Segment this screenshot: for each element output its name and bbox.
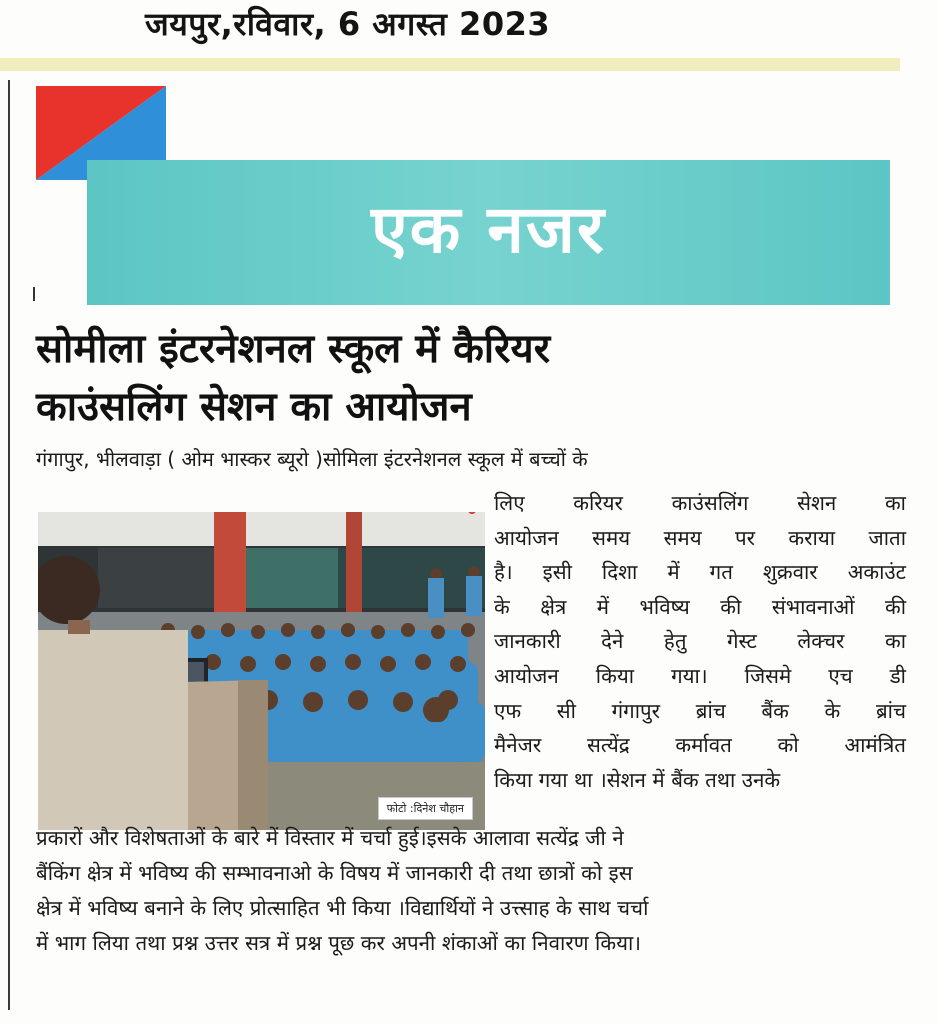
article-photo [38, 512, 485, 830]
body-line: बैंकिंग क्षेत्र में भविष्य की सम्भावनाओ के विषय में जानकारी दी तथा छात्रों को इस [36, 861, 633, 885]
headline [36, 320, 906, 436]
column-line: एफ सी गंगापुर ब्रांच बैंक के ब्रांच [494, 698, 906, 723]
column-tick [33, 287, 35, 301]
column-line: किया गया था ।सेशन में बैंक तथा उनके [494, 767, 781, 792]
body-line: क्षेत्र में भविष्य बनाने के लिए प्रोत्साहित भी किया ।विद्यार्थियों ने उत्त्साह के साथ चर्चा [36, 896, 649, 920]
column-line: मैनेजर सत्येंद्र कर्मावत को आमंत्रित [494, 733, 906, 758]
header-rule [0, 58, 900, 71]
article-intro: गंगापुर, भीलवाड़ा ( ओम भास्कर ब्यूरो )सोमिला इंटरनेशनल स्कूल में बच्चों के [36, 447, 588, 471]
column-line: के क्षेत्र में भविष्य की संभावनाओं की [494, 594, 906, 619]
column-line: आयोजन समय समय पर कराया जाता [494, 525, 906, 550]
dateline: जयपुर,रविवार, 6 अगस्त 2023 [145, 5, 551, 43]
section-banner [87, 160, 890, 305]
column-line: लिए करियर काउंसलिंग सेशन का [494, 491, 906, 515]
headline-line-1: सोमीला इंटरनेशनल स्कूल में कैरियर [36, 326, 551, 372]
body-line: प्रकारों और विशेषताओं के बारे में विस्तार में चर्चा हुई।इसके आलावा सत्येंद्र जी ने [36, 826, 624, 850]
column-line: है। इसी दिशा में गत शुक्रवार अकाउंट [494, 560, 906, 585]
body-line: में भाग लिया तथा प्रश्न उत्तर सत्र में प्रश्न पूछ कर अपनी शंकाओं का निवारण किया। [36, 931, 642, 955]
article-body [36, 821, 906, 961]
column-line: आयोजन किया गया। जिसमे एच डी [494, 663, 906, 688]
column-rule [8, 80, 10, 1010]
column-line: जानकारी देने हेतु गेस्ट लेक्चर का [494, 629, 906, 654]
section-title: एक नजर [371, 191, 606, 268]
article-column [494, 486, 906, 797]
classroom-photo [38, 512, 485, 830]
photo-credit: फोटो :दिनेश चौहान [378, 797, 473, 820]
headline-line-2: काउंसलिंग सेशन का आयोजन [36, 384, 472, 430]
